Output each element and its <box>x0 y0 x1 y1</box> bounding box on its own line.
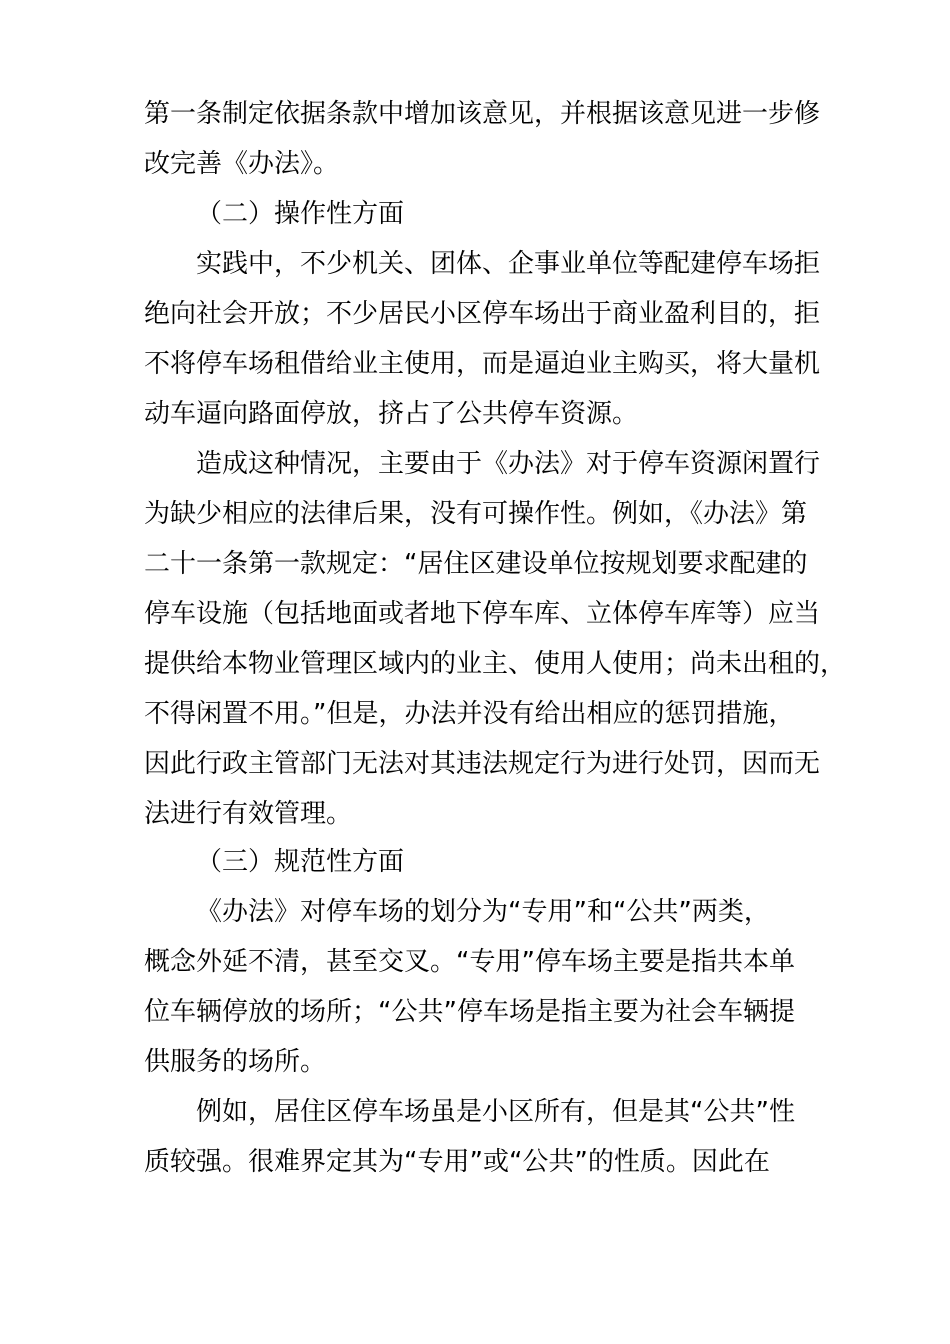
paragraph-line: 不得闲置不用。”但是，办法并没有给出相应的惩罚措施， <box>144 699 795 729</box>
paragraph-line: 质较强。很难界定其为“专用”或“公共”的性质。因此在 <box>144 1147 770 1177</box>
paragraph-line: 不将停车场租借给业主使用，而是逼迫业主购买，将大量机 <box>144 349 821 379</box>
paragraph-line: 实践中，不少机关、团体、企事业单位等配建停车场拒 <box>196 249 821 279</box>
paragraph-line: 《办法》对停车场的划分为“专用”和“公共”两类， <box>196 897 770 927</box>
paragraph-line: 二十一条第一款规定：“居住区建设单位按规划要求配建的 <box>144 549 808 579</box>
paragraph-line: 为缺少相应的法律后果，没有可操作性。例如，《办法》第 <box>144 499 808 529</box>
paragraph-line: 供服务的场所。 <box>144 1047 327 1077</box>
paragraph-line: 绝向社会开放；不少居民小区停车场出于商业盈利目的，拒 <box>144 299 821 329</box>
paragraph-line: 因此行政主管部门无法对其违法规定行为进行处罚，因而无 <box>144 749 821 779</box>
paragraph-line: 停车设施（包括地面或者地下停车库、立体停车库等）应当 <box>144 599 821 629</box>
paragraph-line: 位车辆停放的场所；“公共”停车场是指主要为社会车辆提 <box>144 997 795 1027</box>
paragraph-line: 例如，居住区停车场虽是小区所有，但是其“公共”性 <box>196 1097 795 1127</box>
paragraph-line: 概念外延不清，甚至交叉。“专用”停车场主要是指共本单 <box>144 947 795 977</box>
paragraph-line: 造成这种情况，主要由于《办法》对于停车资源闲置行 <box>196 449 821 479</box>
paragraph-line: 改完善《办法》。 <box>144 149 340 179</box>
section-heading: （二）操作性方面 <box>196 199 405 229</box>
section-heading: （三）规范性方面 <box>196 847 405 877</box>
paragraph-line: 第一条制定依据条款中增加该意见，并根据该意见进一步修 <box>144 99 821 129</box>
paragraph-line: 法进行有效管理。 <box>144 799 353 829</box>
paragraph-line: 动车逼向路面停放，挤占了公共停车资源。 <box>144 399 639 429</box>
paragraph-line: 提供给本物业管理区域内的业主、使用人使用；尚未出租的， <box>144 649 847 679</box>
